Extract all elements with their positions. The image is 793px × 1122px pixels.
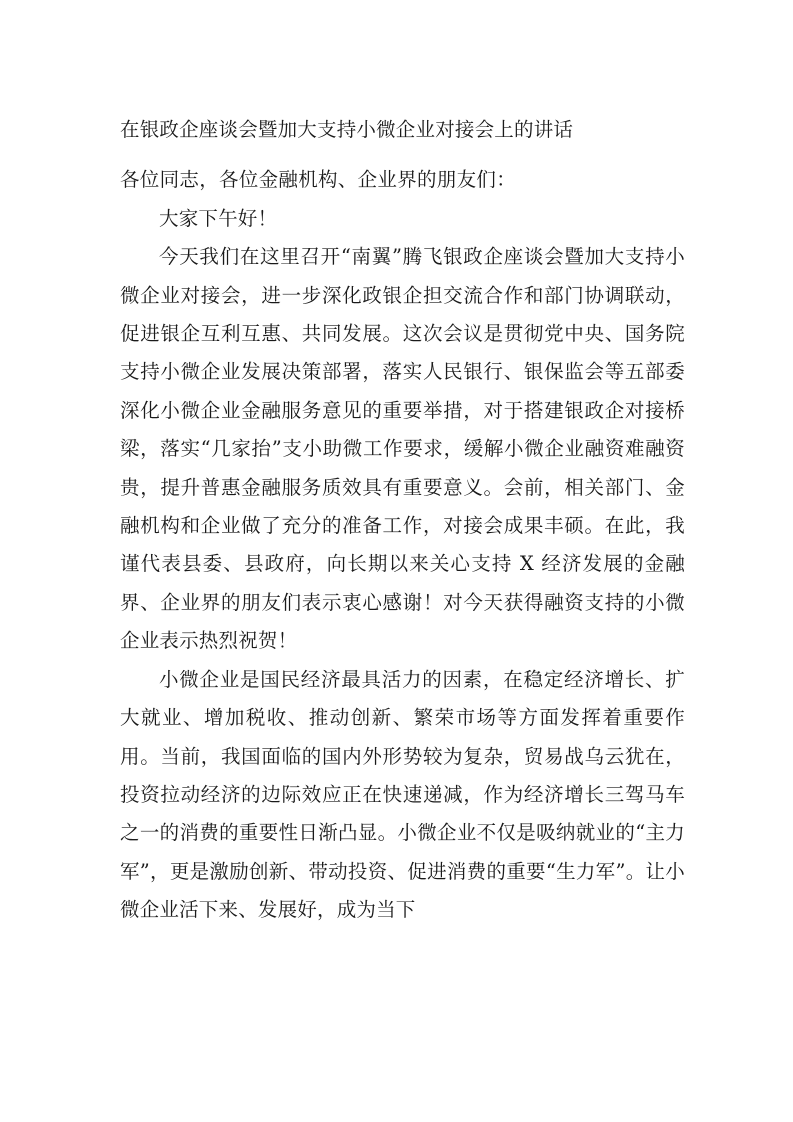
document-title: 在银政企座谈会暨加大支持小微企业对接会上的讲话 — [120, 118, 574, 141]
paragraph-greeting: 大家下午好！ — [159, 206, 278, 230]
salutation: 各位同志，各位金融机构、企业界的朋友们： — [120, 168, 517, 192]
paragraph-small-business-role: 小微企业是国民经济最具活力的因素，在稳定经济增长、扩大就业、增加税收、推动创新、繁荣市场等方面发挥着重要作用。当前，我国面临的国内外形势较为复杂，贸易战乌云犹在，投资拉动经济的边际效应正在快速递减，作为经济增长三驾马车之一的消费的重要性日渐凸显。小微企业不仅是吸纳就业的“主力军”，更是激励创新、带动投资、促进消费的重要“生力军”。让小微企业活下来、发展好，成为当下 — [120, 667, 685, 922]
document-body — [120, 111, 685, 930]
paragraph-meeting-purpose: 今天我们在这里召开“南翼”腾飞银政企座谈会暨加大支持小微企业对接会，进一步深化政银企担交流合作和部门协调联动，促进银企互利互惠、共同发展。这次会议是贯彻党中央、国务院支持小微企业发展决策部署，落实人民银行、银保监会等五部委深化小微企业金融服务意见的重要举措，对于搭建银政企对接桥梁，落实“几家抬”支小助微工作要求，缓解小微企业融资难融资贵，提升普惠金融服务质效具有重要意义。会前，相关部门、金融机构和企业做了充分的准备工作，对接会成果丰硕。在此，我谨代表县委、县政府，向长期以来关心支持 X 经济发展的金融界、企业界的朋友们表示衷心感谢！对今天获得融资支持的小微企业表示热烈祝贺！ — [120, 245, 685, 653]
